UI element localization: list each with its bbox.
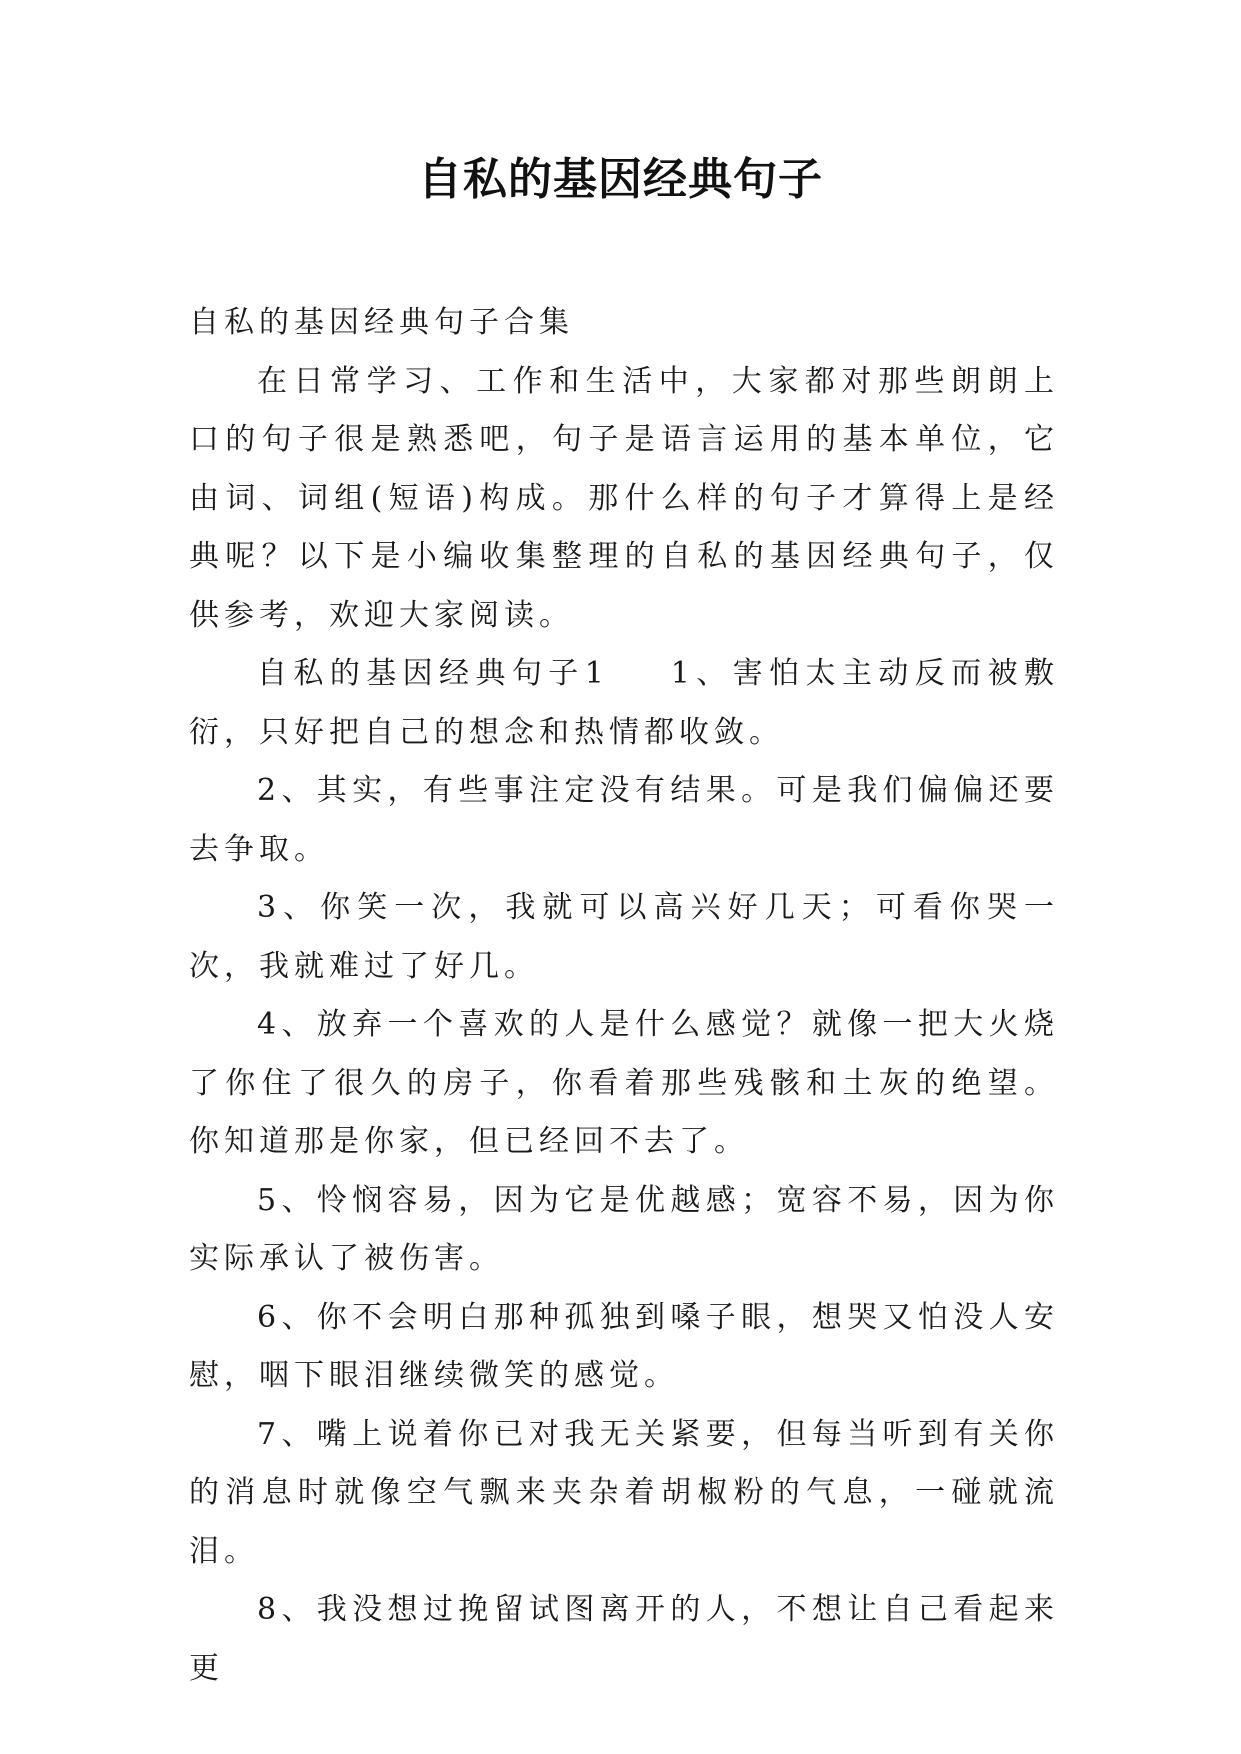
list-item-3: 3、你笑一次，我就可以高兴好几天；可看你哭一次，我就难过了好几。 — [189, 890, 1059, 984]
section-paragraph — [189, 645, 1059, 762]
list-item-1: 1、害怕太主动反而被敷衍，只好把自己的想念和热情都收敛。 — [189, 656, 1059, 750]
list-item-2: 2、其实，有些事注定没有结果。可是我们偏偏还要去争取。 — [189, 773, 1059, 867]
document-subtitle: 自私的基因经典句子合集 — [189, 305, 574, 340]
list-item-6: 6、你不会明白那种孤独到嗓子眼，想哭又怕没人安慰，咽下眼泪继续微笑的感觉。 — [189, 1299, 1059, 1393]
list-item-5: 5、怜悯容易，因为它是优越感；宽容不易，因为你实际承认了被伤害。 — [189, 1182, 1059, 1276]
document-body — [189, 294, 1059, 1698]
section-heading: 自私的基因经典句子1 — [257, 656, 609, 691]
list-item-7: 7、嘴上说着你已对我无关紧要，但每当听到有关你的消息时就像空气飘来夹杂着胡椒粉的气息，一碰就流泪。 — [189, 1416, 1059, 1569]
document-title: 自私的基因经典句子 — [418, 154, 823, 205]
intro-paragraph: 在日常学习、工作和生活中，大家都对那些朗朗上口的句子很是熟悉吧，句子是语言运用的基本单位，它由词、词组(短语)构成。那什么样的句子才算得上是经典呢？以下是小编收集整理的自私的基因经典句子，仅供参考，欢迎大家阅读。 — [189, 363, 1059, 633]
list-item-4: 4、放弃一个喜欢的人是什么感觉？就像一把大火烧了你住了很久的房子，你看着那些残骸和土灰的绝望。你知道那是你家，但已经回不去了。 — [189, 1007, 1059, 1159]
list-item-8: 8、我没想过挽留试图离开的人，不想让自己看起来更 — [189, 1592, 1059, 1686]
